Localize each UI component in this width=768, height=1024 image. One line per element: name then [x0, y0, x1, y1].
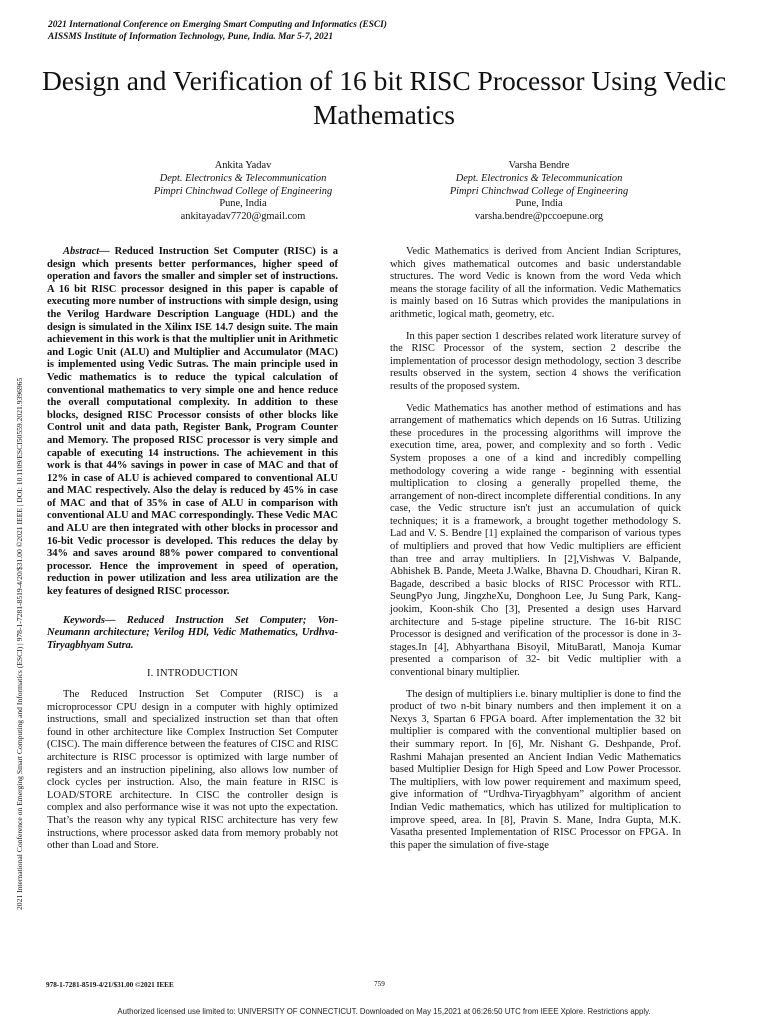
author-dept: Dept. Electronics & Telecommunication — [455, 172, 623, 184]
section-heading-introduction: I. INTRODUCTION — [146, 668, 239, 680]
author-email: varsha.bendre@pccoepune.org — [474, 211, 604, 223]
intro-paragraph: The Reduced Instruction Set Computer (RISC) is a microprocessor CPU design in a computer with highly optimized instructions, small and specialized instruction set than that often found in other architecture like Complex Instruction Set Computer (CISC). The main difference between the features of CISC and RISC architecture is RISC processor is optimized with large number of registers and an instruction pipelining, also allows low number of clock cycles per instruction. Also, the main feature in RISC is LOAD/STORE architecture. In CISC the controller design is complex and also performance wise it was not upto the expectation. That’s the reason why any typical RISC architecture has very few instructions, where processor asked data from memory probably not other than Load and Store. — [47, 689, 338, 852]
page-number: 759 — [374, 980, 385, 988]
author-college: Pimpri Chinchwad College of Engineering — [153, 185, 333, 197]
keywords: Keywords— Reduced Instruction Set Computer; Von-Neumann architecture; Verilog HDl, Vedic Mathematics, Urdhva-Tiryagbhyam Sutra. — [47, 614, 338, 651]
conference-name: 2021 International Conference on Emerging Smart Computing and Informatics (ESCI) — [48, 20, 387, 30]
body-paragraph: Vedic Mathematics has another method of estimations and has arrangement of mathematics which depends on 16 Sutras. Utilizing these procedures in the processing algorithms will improve the execution time, area, power, and complexity and so forth . Vedic System proposes a one of a kind and incredibly compelling methodology covering a wide range - beginning with essential multiplication to closing a generally propelled theme, the arrangement of non-direct incomplete differential conditions. In any case, the Vedic structure isn't just an accumulation of quick techniques; it is a framework, a brought together methodology S. Lad and V. S. Bendre [1] explained the comparison of various types of multipliers and proved that how Vedic multipliers are efficient than tree and array multipliers. In [2],Vishwas V. Balpande, Abhishek B. Pande, Meeta J.Walke, Bhavna D. Choudhari, Kiran R. Bagade, described a basic blocks of RISC Processor with RTL. SeungPyo Jung, JingzheXu, Donghoon Lee, Ju Sung Park, Kang-jookim, Koon-shik Cho [3], Presented a design uses Harvard architecture and 5-stage pipeline structure. The 16-bit RISC Processor is designed and verification of the processor is done in 3-stages.In [4], Abhyarthana Bisoyil, MituBaratl, Manoja Kumar presented a comparison of 32- bit Vedic multiplier with a conventional binary multiplier. — [390, 402, 681, 678]
abstract-label: Abstract— — [63, 246, 110, 257]
author-location: Pune, India — [515, 198, 563, 210]
doi-sidebar: 2021 International Conference on Emerging Smart Computing and Informatics (ESCI) | 978-1-7281-8519-4/20/$31.00 ©2021 IEEE | DOI: 10.1109/ESCI50559.2021.9396965 — [15, 377, 24, 910]
paper-title: Design and Verification of 16 bit RISC Processor Using Vedic Mathematics — [41, 65, 727, 130]
conference-header — [48, 20, 387, 43]
author-dept: Dept. Electronics & Telecommunication — [159, 172, 327, 184]
license-notice: Authorized licensed use limited to: UNIVERSITY OF CONNECTICUT. Downloaded on May 15,2021 at 06:26:50 UTC from IEEE Xplore. Restrictions apply. — [117, 1007, 651, 1016]
author-name: Ankita Yadav — [214, 160, 272, 171]
body-paragraph: The design of multipliers i.e. binary multiplier is done to find the product of two n-bit binary numbers and then implement it on a Nexys 3, Spartan 6 FPGA board. After implementation the 32 bit multiplier is compared with the conventional multiplier based on their summary report. In [6], Mr. Nishant G. Deshpande, Prof. Rashmi Mahajan presented an Ancient Indian Vedic Mathematics based Multiplier Design for High Speed and Low Power Processor. The multipliers, with low power requirement and maximum speed, give information of “Urdhva-Tiryagbhyam” algorithm of ancient Indian Vedic mathematics, which has utilized for multiplication to improve speed, area. In [8], Pravin S. Mane, Indra Gupta, M.K. Vasatha presented Implementation of RISC Processor on FPGA. In this paper the simulation of five-stage — [390, 688, 681, 851]
author-college: Pimpri Chinchwad College of Engineering — [449, 185, 629, 197]
left-column — [47, 246, 338, 862]
conference-institute: AISSMS Institute of Information Technology, Pune, India. Mar 5-7, 2021 — [48, 31, 334, 42]
abstract — [47, 246, 338, 599]
right-column — [390, 246, 681, 861]
author-email: ankitayadav7720@gmail.com — [180, 211, 306, 223]
footer-isbn: 978-1-7281-8519-4/21/$31.00 ©2021 IEEE — [46, 981, 174, 989]
body-paragraph: Vedic Mathematics is derived from Ancient Indian Scriptures, which gives mathematical outcomes and basic understandable structures. The word Vedic is known from the word Veda which means the storage facility of all the information. Vedic Mathematics is mainly based on 16 Sutras which provides the manipulations in arithmetic, logical math, geometry, etc. — [390, 246, 681, 320]
body-paragraph: In this paper section 1 describes related work literature survey of the RISC Processor of the system, section 2 describe the implementation of processor design methodology, section 3 describe results observed in the system, section 4 shows the verification results of the proposed system. — [390, 330, 681, 392]
author-name: Varsha Bendre — [508, 160, 570, 171]
abstract-text: Reduced Instruction Set Computer (RISC) is a design which presents better performances, higher speed of operation and favors the smaller and simpler set of instructions. A 16 bit RISC processor designed in this paper is capable of executing more number of instructions with simple design, using the Verilog Hardware Description Language (HDL) and the design is simulated in the Xilinx ISE 14.7 design suite. The main achievement in this work is that the multiplier unit in Arithmetic and Logic Unit (ALU) and Multiplier and Accumulator (MAC) is implemented using Vedic Sutras. The main principle used in Vedic mathematics is to reduce the typical calculation of conventional mathematics to very simple one and hence reduce the overall computational complexity. In addition to these blocks, designed RISC Processor consists of other blocks like Control unit and data path, Register Bank, Program Counter and Memory. The proposed RISC processor is very simple and capable of executing 14 instructions. The achievement in this work is that 44% savings in power in case of MAC and that of 12% in case of ALU is achieved compared to conventional ALU and MAC respectively. Also the delay is reduced by 45% in case of MAC and that of 35% in case of ALU in comparison with conventional ALU and MAC correspondingly. These Vedic MAC and ALU are then integrated with other blocks in processor and 16-bit Vedic processor is developed. This reduces the delay by 34% and saves around 88% power compared to conventional processor. Hence the improvement in speed of operation, reduction in power utilization and less area utilization are the key features of designed RISC processor. — [47, 246, 338, 598]
author-block-1 — [93, 160, 393, 224]
author-block-2 — [389, 160, 689, 224]
author-location: Pune, India — [219, 198, 267, 210]
